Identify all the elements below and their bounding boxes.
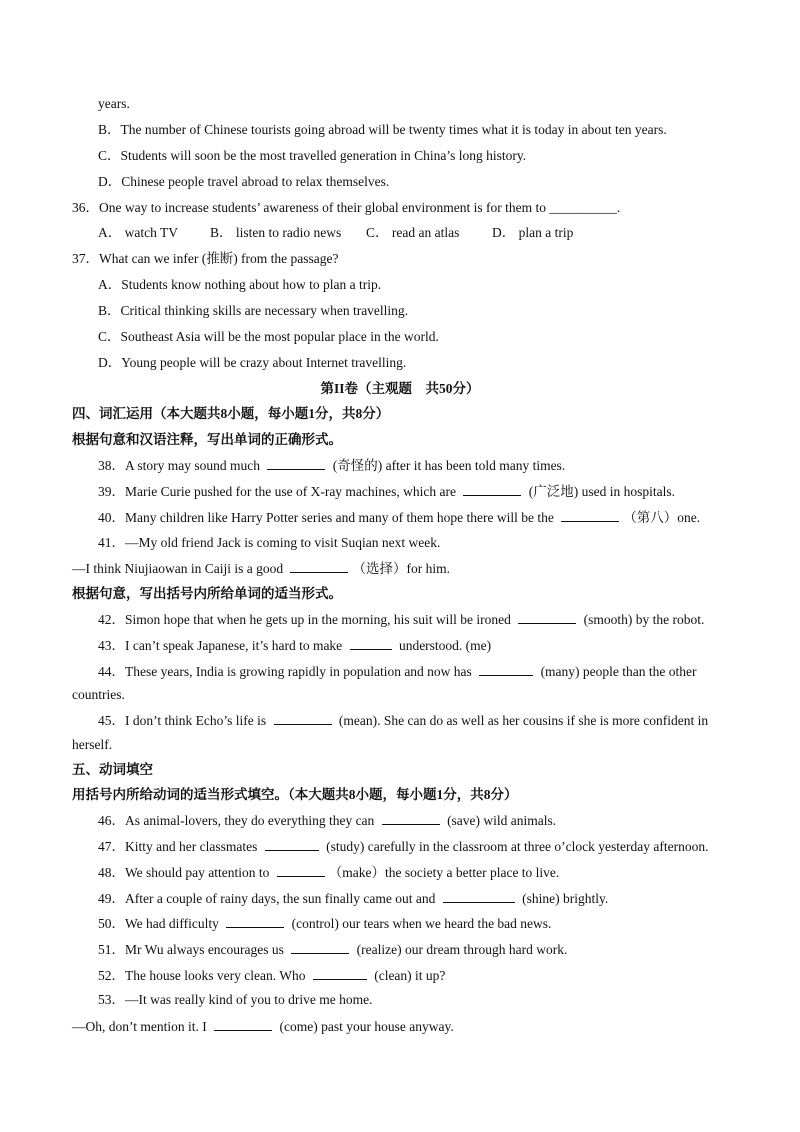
- q41-line-2: —I think Niujiaowan in Caiji is a good （选择）for him.: [72, 561, 450, 576]
- section-four-instruction-2: 根据句意，写出括号内所给单词的适当形式。: [72, 586, 342, 601]
- q44-line-1: 44．These years, India is growing rapidly in population and now has (many) people than the other: [98, 664, 697, 679]
- q50: 50．We had difficulty (control) our tears when we heard the bad news.: [98, 916, 552, 931]
- q51: 51．Mr Wu always encourages us (realize) our dream through hard work.: [98, 942, 568, 957]
- q38: 38．A story may sound much (奇怪的) after it has been told many times.: [98, 458, 566, 473]
- q42-blank[interactable]: [518, 610, 576, 624]
- q36-blank[interactable]: __________: [549, 200, 617, 215]
- q38-blank[interactable]: [267, 456, 325, 470]
- q37-option-d: D．Young people will be crazy about Internet travelling.: [98, 355, 407, 370]
- q50-blank[interactable]: [226, 914, 284, 928]
- section-five-title: 五、动词填空: [72, 762, 153, 777]
- section-four-title: 四、词汇运用（本大题共8小题，每小题1分，共8分）: [72, 406, 390, 421]
- q37-option-a: A．Students know nothing about how to plan a trip.: [98, 277, 382, 292]
- q41-blank[interactable]: [290, 559, 348, 573]
- q37-option-b: B．Critical thinking skills are necessary when travelling.: [98, 303, 409, 318]
- q37-stem: 37．What can we infer (推断) from the passage?: [72, 251, 339, 266]
- q43-blank[interactable]: [350, 636, 392, 650]
- q35-continuation: years.: [98, 96, 130, 111]
- q46: 46．As animal-lovers, they do everything they can (save) wild animals.: [98, 813, 557, 828]
- q43: 43．I can’t speak Japanese, it’s hard to make understood. (me): [98, 638, 492, 653]
- q47: 47．Kitty and her classmates (study) carefully in the classroom at three o’clock yesterday afternoon.: [98, 839, 709, 854]
- q53-line-2: —Oh, don’t mention it. I (come) past your house anyway.: [72, 1019, 454, 1034]
- q35-option-c: C．Students will soon be the most travelled generation in China’s long history.: [98, 148, 527, 163]
- q39: 39．Marie Curie pushed for the use of X-ray machines, which are (广泛地) used in hospitals.: [98, 484, 676, 499]
- q48: 48．We should pay attention to （make）the society a better place to live.: [98, 865, 560, 880]
- q36-option-d[interactable]: D． plan a trip: [492, 225, 574, 240]
- section-five-instruction: 用括号内所给动词的适当形式填空。（本大题共8小题，每小题1分，共8分）: [72, 787, 518, 802]
- q45-line-1: 45．I don’t think Echo’s life is (mean). She can do as well as her cousins if she is more confident in: [98, 713, 709, 728]
- q40-blank[interactable]: [561, 508, 619, 522]
- q49-blank[interactable]: [443, 889, 515, 903]
- q36-option-a[interactable]: A． watch TV: [98, 225, 178, 240]
- q51-blank[interactable]: [291, 940, 349, 954]
- q52: 52．The house looks very clean. Who (clean) it up?: [98, 968, 446, 983]
- q35-option-b: B．The number of Chinese tourists going abroad will be twenty times what it is today in about ten years.: [98, 122, 667, 137]
- section-four-instruction-1: 根据句意和汉语注释，写出单词的正确形式。: [72, 432, 342, 447]
- q49: 49．After a couple of rainy days, the sun finally came out and (shine) brightly.: [98, 891, 609, 906]
- q36-stem: 36．One way to increase students’ awareness of their global environment is for them to __________.: [72, 200, 621, 215]
- q44-line-2: countries.: [72, 687, 125, 702]
- q45-blank[interactable]: [274, 711, 332, 725]
- q45-line-2: herself.: [72, 737, 113, 752]
- q53-blank[interactable]: [214, 1017, 272, 1031]
- q35-option-d: D．Chinese people travel abroad to relax themselves.: [98, 174, 390, 189]
- q42: 42．Simon hope that when he gets up in the morning, his suit will be ironed (smooth) by the robot.: [98, 612, 705, 627]
- q47-blank[interactable]: [265, 837, 319, 851]
- q36-option-c[interactable]: C． read an atlas: [366, 225, 460, 240]
- q36-option-b[interactable]: B． listen to radio news: [210, 225, 342, 240]
- q37-option-c: C．Southeast Asia will be the most popular place in the world.: [98, 329, 439, 344]
- q36-options: [98, 224, 573, 242]
- q40: 40．Many children like Harry Potter series and many of them hope there will be the （第八）one.: [98, 510, 701, 525]
- q48-blank[interactable]: [277, 863, 325, 877]
- q53-line-1: 53．—It was really kind of you to drive me home.: [98, 992, 373, 1007]
- part-two-title: 第II卷（主观题 共50分）: [320, 381, 480, 396]
- q39-blank[interactable]: [463, 482, 521, 496]
- q44-blank[interactable]: [479, 662, 533, 676]
- q46-blank[interactable]: [382, 811, 440, 825]
- q52-blank[interactable]: [313, 966, 367, 980]
- q41-line-1: 41．—My old friend Jack is coming to visit Suqian next week.: [98, 535, 441, 550]
